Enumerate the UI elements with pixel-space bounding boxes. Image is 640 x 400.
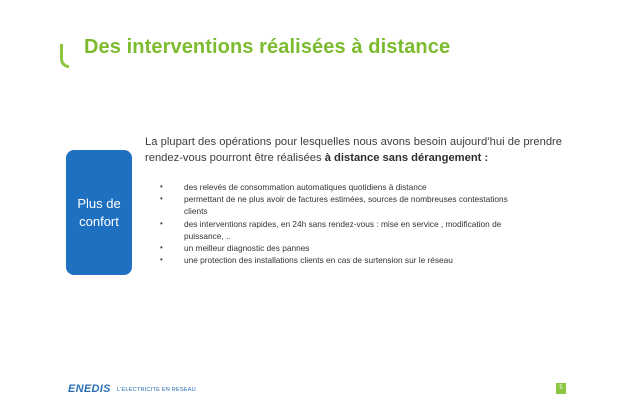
list-item-text: une protection des installations clients en cas de surtension sur le réseau xyxy=(184,255,453,266)
benefits-list xyxy=(160,181,530,266)
list-item-text: des relevés de consommation automatiques quotidiens à distance xyxy=(184,182,427,192)
bullet-icon: • xyxy=(160,243,163,253)
callout-label xyxy=(70,195,128,231)
list-item-text: un meilleur diagnostic des pannes xyxy=(184,243,310,254)
list-item xyxy=(160,254,530,266)
footer-tagline: L’ELECTRICITE EN RESEAU xyxy=(117,387,196,393)
list-item xyxy=(160,242,530,254)
bullet-icon: • xyxy=(160,218,163,228)
callout-line-2: confort xyxy=(79,213,119,229)
benefit-callout-box xyxy=(66,150,132,275)
intro-emphasis: à distance sans dérangement xyxy=(324,152,482,164)
bullet-icon: • xyxy=(160,182,163,191)
list-item xyxy=(160,193,530,217)
intro-suffix: : xyxy=(481,152,489,164)
intro-text: La plupart des opérations pour lesquelles nous avons besoin aujourd’hui de prendre rendez-vous pourront être réalisées xyxy=(145,136,562,164)
list-item-text: des interventions rapides, en 24h sans rendez-vous : mise en service , modification de puissance, .. xyxy=(184,218,502,241)
list-item-text: permettant de ne plus avoir de factures estimées, sources de nombreuses contestations clients xyxy=(184,194,508,217)
list-item xyxy=(160,218,530,242)
list-item xyxy=(160,181,530,193)
page-number-badge: 5 xyxy=(556,383,566,394)
slide-title: Des interventions réalisées à distance xyxy=(84,36,451,58)
intro-paragraph xyxy=(145,134,562,166)
bullet-icon: • xyxy=(160,255,163,265)
enedis-logo: ENEDIS xyxy=(68,383,111,395)
title-bracket-decoration xyxy=(60,44,69,68)
bullet-icon: • xyxy=(160,194,163,204)
callout-line-1: Plus de xyxy=(77,195,121,211)
